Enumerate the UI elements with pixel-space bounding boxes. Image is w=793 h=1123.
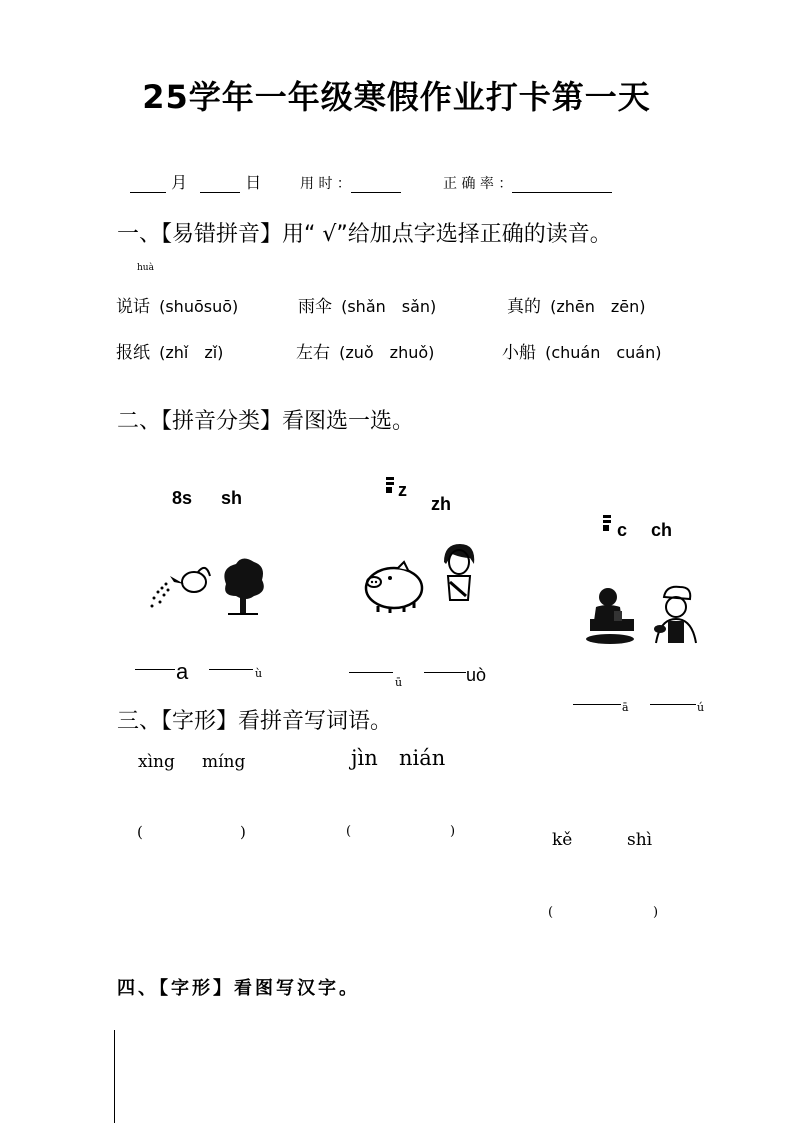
letter-sh: sh [221, 488, 243, 508]
small-letter-c: c [617, 520, 628, 540]
answer-paren-open[interactable]: ( [346, 824, 352, 839]
section3-heading: 三、【字形】看拼音写词语。 [117, 709, 393, 734]
list-item: 雨伞 (shǎn sǎn) [298, 297, 437, 317]
list-item: 真的 (zhēn zēn) [507, 297, 646, 317]
month-blank[interactable] [130, 176, 166, 193]
answer-paren-open[interactable]: ( [548, 905, 554, 920]
list-item: 报纸 (zhǐ zǐ) [116, 343, 224, 363]
sleep-icon [384, 476, 398, 496]
blank-suffix: a [176, 659, 189, 684]
blank-suffix: ù [255, 667, 263, 680]
time-field [300, 173, 401, 193]
month-label: 月 [171, 173, 188, 192]
time-blank[interactable] [351, 176, 401, 193]
chef-icon [650, 585, 702, 645]
page-title: 25学年一年级寒假作业打卡第一天 [142, 78, 651, 116]
pinyin-options[interactable]: (shuōsuō) [159, 297, 239, 316]
day-label: 日 [245, 173, 262, 192]
frame-divider [114, 1030, 115, 1123]
answer-blank[interactable] [650, 704, 696, 705]
day-blank[interactable] [200, 176, 240, 193]
accuracy-field [443, 173, 612, 193]
list-item: 左右 (zuǒ zhuǒ) [296, 343, 435, 363]
answer-blank[interactable] [349, 672, 393, 673]
section1-heading: 一、【易错拼音】用“ √”给加点字选择正确的读音。 [117, 222, 612, 247]
pinyin-label: shì [627, 830, 653, 850]
accuracy-blank[interactable] [512, 176, 612, 193]
shop-counter-icon [584, 585, 638, 645]
list-item: 说话 (shuōsuō) [116, 297, 239, 317]
letter-8s: 8s [172, 488, 193, 508]
answer-blank[interactable] [209, 669, 253, 670]
tree-icon [220, 558, 266, 614]
pinyin-options[interactable]: (chuán cuán) [545, 343, 662, 362]
time-label: 用 时 ： [300, 176, 351, 192]
answer-paren-open[interactable]: ( [137, 823, 143, 841]
accuracy-label: 正 确 率 ： [443, 176, 513, 192]
pinyin-label: míng [202, 752, 246, 772]
blank-suffix: ā [622, 701, 629, 714]
answer-blank[interactable] [424, 672, 466, 673]
section4-heading: 四、【字形】看图写汉字。 [117, 978, 360, 999]
watering-can-icon [148, 562, 210, 610]
pinyin-options[interactable]: (zhēn zēn) [550, 297, 646, 316]
blank-suffix: ú [697, 701, 705, 714]
pinyin-options[interactable]: (zuǒ zhuǒ) [339, 343, 435, 362]
pig-icon [360, 560, 426, 614]
blank-suffix: ū [395, 676, 403, 689]
date-row [130, 170, 261, 193]
blank-suffix: uò [466, 665, 487, 685]
small-letter-z: z [398, 480, 407, 500]
pinyin-options[interactable]: (zhǐ zǐ) [159, 343, 224, 362]
answer-blank[interactable] [573, 704, 621, 705]
list-item: 小船 (chuán cuán) [502, 343, 662, 363]
answer-blank[interactable] [135, 669, 175, 670]
pinyin-label: kě [552, 830, 573, 850]
pinyin-label: nián [399, 746, 446, 770]
answer-paren-close[interactable]: ) [240, 823, 246, 841]
pinyin-label: xìng [138, 752, 175, 772]
girl-icon [438, 542, 478, 606]
answer-paren-close[interactable]: ) [450, 824, 456, 839]
pinyin-annotation: huà [137, 263, 154, 273]
pinyin-options[interactable]: (shǎn sǎn) [341, 297, 437, 316]
section2-heading: 二、【拼音分类】看图选一选。 [117, 409, 415, 434]
letter-ch: ch [651, 520, 673, 540]
pinyin-label: jìn [351, 746, 378, 770]
answer-paren-close[interactable]: ) [653, 905, 659, 920]
sleep-icon [601, 514, 615, 534]
letter-zh: zh [431, 494, 451, 514]
